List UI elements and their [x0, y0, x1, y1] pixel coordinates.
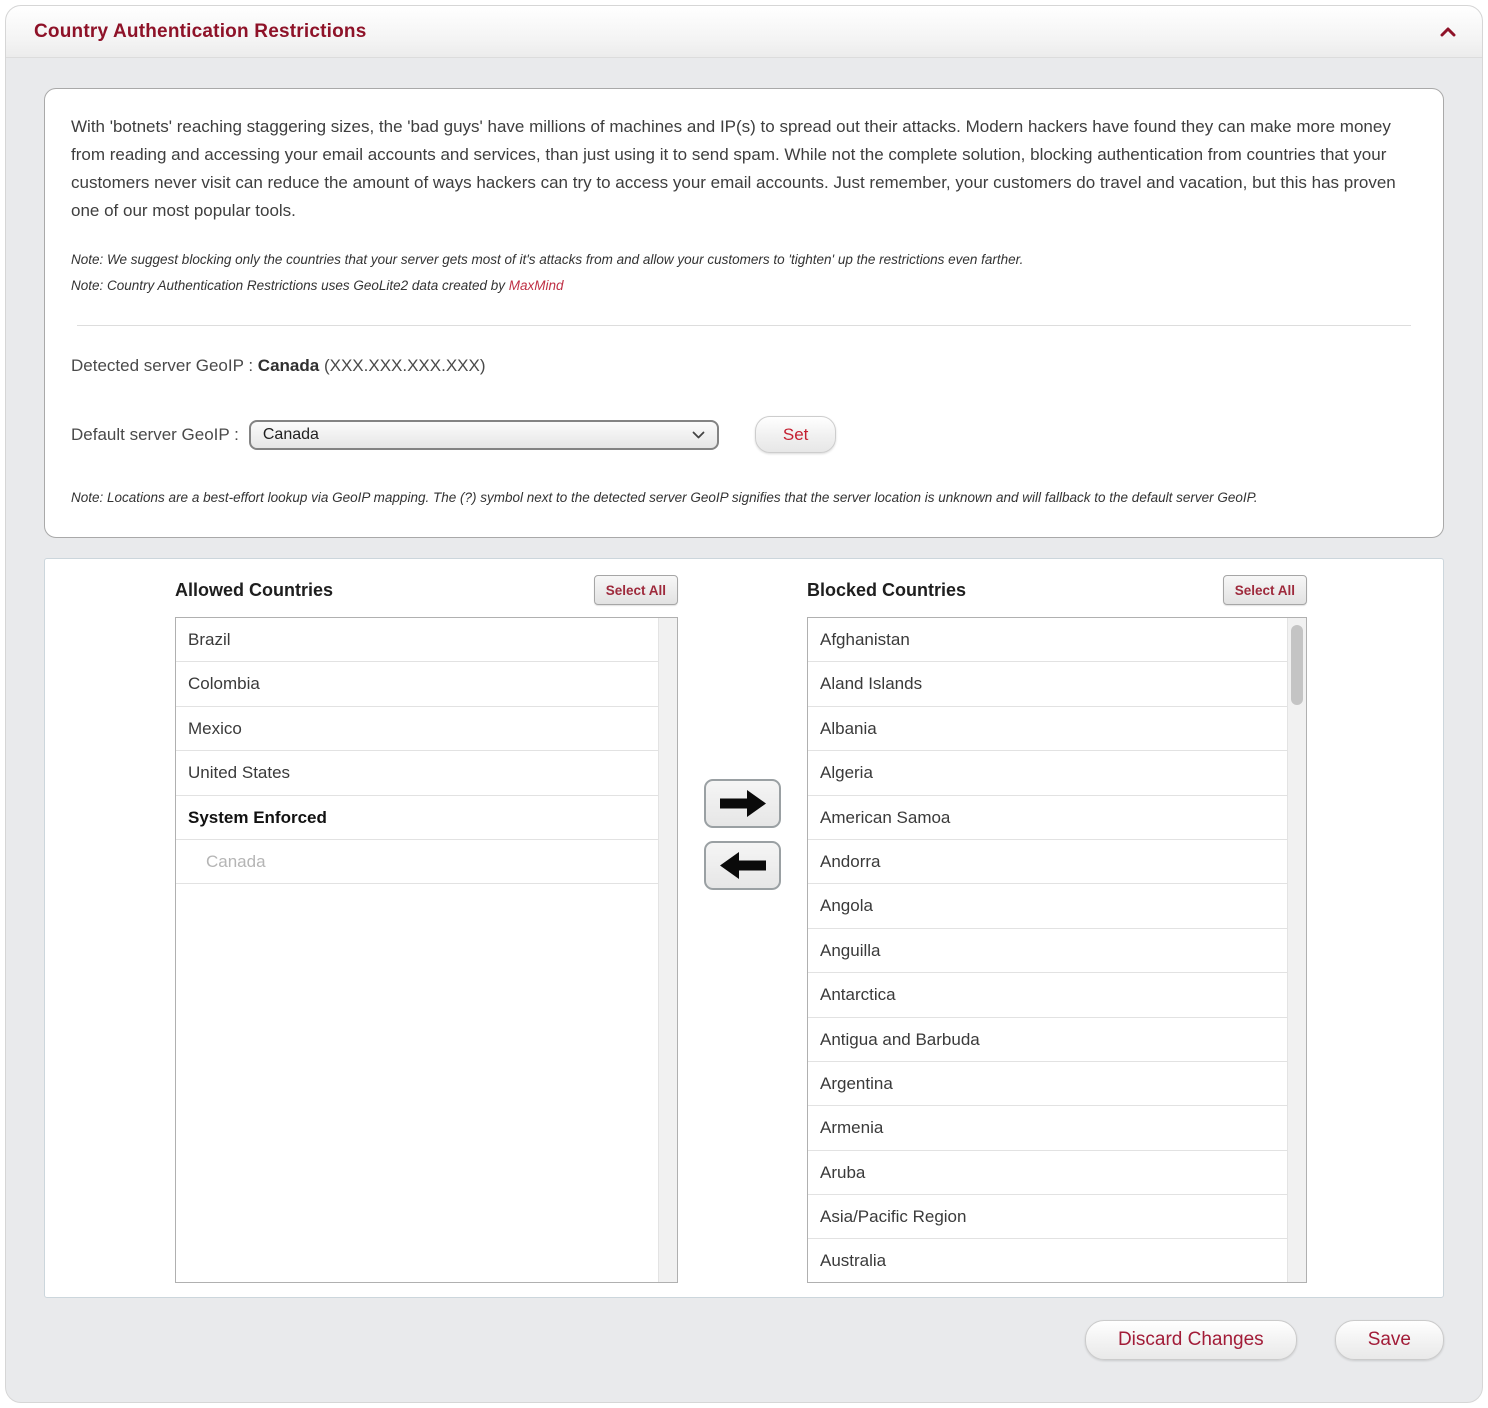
- blocked-country-option[interactable]: Afghanistan: [808, 618, 1287, 662]
- blocked-country-option[interactable]: Antigua and Barbuda: [808, 1018, 1287, 1062]
- blocked-country-option[interactable]: Armenia: [808, 1106, 1287, 1150]
- panel-header[interactable]: [6, 6, 1482, 58]
- default-geoip-select[interactable]: [249, 420, 719, 450]
- blocked-country-option[interactable]: Argentina: [808, 1062, 1287, 1106]
- allowed-country-option[interactable]: Mexico: [176, 707, 658, 751]
- footer-actions: [44, 1320, 1444, 1360]
- intro-box: [44, 88, 1444, 538]
- allowed-countries-title: Allowed Countries: [175, 579, 334, 600]
- right-arrow-icon: [720, 790, 766, 817]
- allowed-select-all-button[interactable]: Select All: [594, 575, 678, 605]
- allowed-list-scrollbar[interactable]: [658, 618, 677, 1282]
- save-button[interactable]: Save: [1335, 1320, 1444, 1360]
- blocked-country-option[interactable]: American Samoa: [808, 796, 1287, 840]
- default-geoip-label: Default server GeoIP :: [71, 424, 239, 444]
- note-geolite: [71, 273, 1417, 299]
- blocked-list-scrollbar-thumb[interactable]: [1291, 625, 1303, 705]
- allowed-countries-list[interactable]: [175, 617, 678, 1283]
- system-enforced-country: Canada: [176, 840, 658, 884]
- intro-paragraph: With 'botnets' reaching staggering sizes, the 'bad guys' have millions of machines and IP(s) to spread out their attacks. Modern hackers have found they can make more money from reading and accessing your email accounts and services, than just using it to send spam. While not the complete solution, blocking authentication from countries that your customers never visit can reduce the amount of ways hackers can try to access your email accounts. Just remember, your customers do travel and vacation, but this has proven one of our most popular tools.: [71, 117, 1396, 220]
- allowed-countries-column: [175, 571, 678, 1297]
- blocked-country-option[interactable]: Aland Islands: [808, 662, 1287, 706]
- blocked-country-option[interactable]: Albania: [808, 707, 1287, 751]
- blocked-country-option[interactable]: Aruba: [808, 1151, 1287, 1195]
- blocked-country-option[interactable]: Angola: [808, 884, 1287, 928]
- allowed-country-option[interactable]: Colombia: [176, 662, 658, 706]
- allowed-country-option[interactable]: Brazil: [176, 618, 658, 662]
- left-arrow-icon: [720, 852, 766, 879]
- system-enforced-label: System Enforced: [176, 796, 658, 840]
- note-locations: Note: Locations are a best-effort lookup via GeoIP mapping. The (?) symbol next to the detected server GeoIP signifies that the server location is unknown and will fallback to the default server GeoIP.: [71, 490, 1258, 505]
- blocked-country-option[interactable]: Anguilla: [808, 929, 1287, 973]
- maxmind-link[interactable]: MaxMind: [508, 278, 564, 293]
- detected-geoip-line: [71, 356, 1417, 376]
- blocked-countries-title: Blocked Countries: [807, 579, 967, 600]
- divider: [77, 325, 1411, 326]
- blocked-list-scrollbar[interactable]: [1287, 618, 1306, 1282]
- country-auth-panel: [5, 5, 1483, 1403]
- note-blocking: Note: We suggest blocking only the countries that your server gets most of it's attacks from and allow your customers to 'tighten' up the restrictions even farther.: [71, 252, 1024, 267]
- move-buttons-column: [678, 571, 807, 1297]
- move-to-allowed-button[interactable]: [704, 841, 781, 890]
- allowed-country-option[interactable]: United States: [176, 751, 658, 795]
- default-geoip-selected-value: Canada: [262, 425, 319, 443]
- blocked-countries-header: [807, 571, 1307, 617]
- blocked-country-option[interactable]: Australia: [808, 1239, 1287, 1283]
- move-to-blocked-button[interactable]: [704, 779, 781, 828]
- note-geolite-text: Note: Country Authentication Restrictions uses GeoLite2 data created by: [71, 278, 509, 293]
- allowed-countries-header: [175, 571, 678, 617]
- blocked-country-option[interactable]: Antarctica: [808, 973, 1287, 1017]
- set-button[interactable]: Set: [755, 416, 837, 453]
- blocked-select-all-button[interactable]: Select All: [1223, 575, 1307, 605]
- blocked-countries-column: [807, 571, 1307, 1297]
- detected-geoip-country: Canada: [257, 356, 320, 375]
- country-lists-box: [44, 558, 1444, 1298]
- blocked-countries-list[interactable]: [807, 617, 1307, 1283]
- detected-geoip-label: Detected server GeoIP :: [71, 356, 254, 375]
- blocked-country-option[interactable]: Asia/Pacific Region: [808, 1195, 1287, 1239]
- detected-geoip-ip: (XXX.XXX.XXX.XXX): [323, 356, 486, 375]
- chevron-down-icon: [692, 426, 705, 444]
- blocked-country-option[interactable]: Algeria: [808, 751, 1287, 795]
- collapse-chevron-icon[interactable]: [1440, 27, 1456, 37]
- default-geoip-row: [71, 416, 1417, 453]
- blocked-country-option[interactable]: Andorra: [808, 840, 1287, 884]
- panel-title: Country Authentication Restrictions: [34, 20, 367, 42]
- notes-block: [71, 247, 1417, 299]
- discard-changes-button[interactable]: Discard Changes: [1085, 1320, 1297, 1360]
